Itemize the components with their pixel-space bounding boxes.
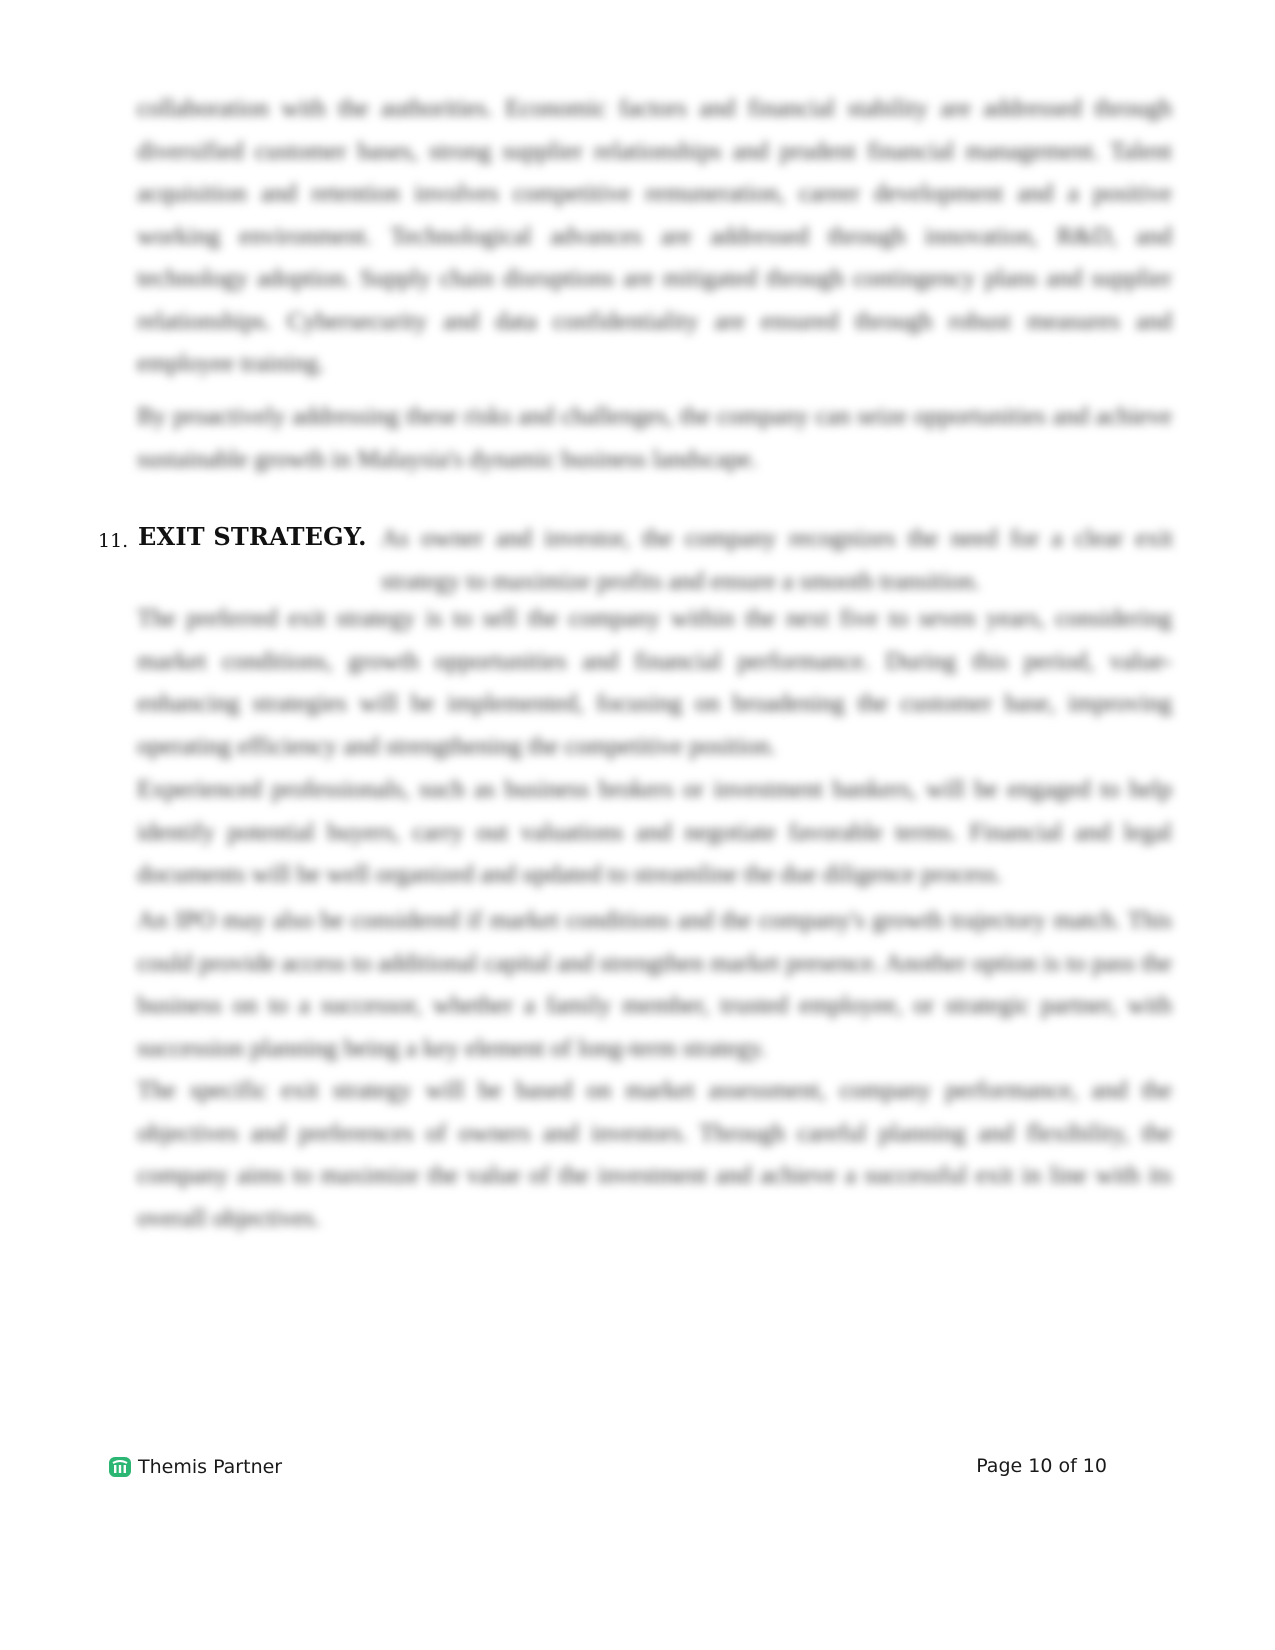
section-paragraph: The specific exit strategy will be based on market assessment, company performance, and the objectives and preferences of owners and investors. Through careful planning and flexibility, the company aims to maximize the value of the investment and achieve a successful exit in line with its overall objectives. (137, 1077, 1172, 1232)
brand-name: Themis Partner (138, 1456, 283, 1478)
page-footer (108, 1455, 1107, 1485)
footer-brand (108, 1455, 282, 1479)
themis-logo-icon (108, 1455, 132, 1479)
section-paragraph: Experienced professionals, such as business brokers or investment bankers, will be engaged to help identify potential buyers, carry out valuations and negotiate favorable terms. Financial and legal documents will be well organized and updated to streamline the due diligence process. (137, 776, 1172, 888)
section-paragraph: An IPO may also be considered if market conditions and the company's growth trajectory match. This could provide access to additional capital and strengthen market presence. Another option is to pass the business on to a successor, whether a family member, trusted employee, or strategic partner, with succession planning being a key element of long-term strategy. (137, 907, 1172, 1062)
closing-paragraph: By proactively addressing these risks and challenges, the company can seize opportunities and achieve sustainable growth in Malaysia's dynamic business landscape. (137, 403, 1172, 473)
section-paragraph: The preferred exit strategy is to sell the company within the next five to seven years, considering market conditions, growth opportunities and financial performance. During this period, value-enhancing strategies will be implemented, focusing on broadening the customer base, improving operating efficiency and strengthening the competitive position. (137, 605, 1172, 760)
section-heading (98, 522, 1173, 595)
intro-paragraph: collaboration with the authorities. Economic factors and financial stability are addressed through diversified customer bases, strong supplier relationships and prudent financial management. Talent acquisition and retention involves competitive remuneration, career development and a positive working environment. Technological advances are addressed through innovation, R&D, and technology adoption. Supply chain disruptions are mitigated through contingency plans and supplier relationships. Cybersecurity and data confidentiality are ensured through robust measures and employee training. (137, 95, 1172, 377)
section-title: EXIT STRATEGY. (138, 522, 367, 551)
section-number: 11. (98, 530, 129, 552)
page-number: Page 10 of 10 (976, 1455, 1107, 1477)
section-lead-text: As owner and investor, the company recognizes the need for a clear exit strategy to maximize profits and ensure a smooth transition. (381, 525, 1173, 595)
